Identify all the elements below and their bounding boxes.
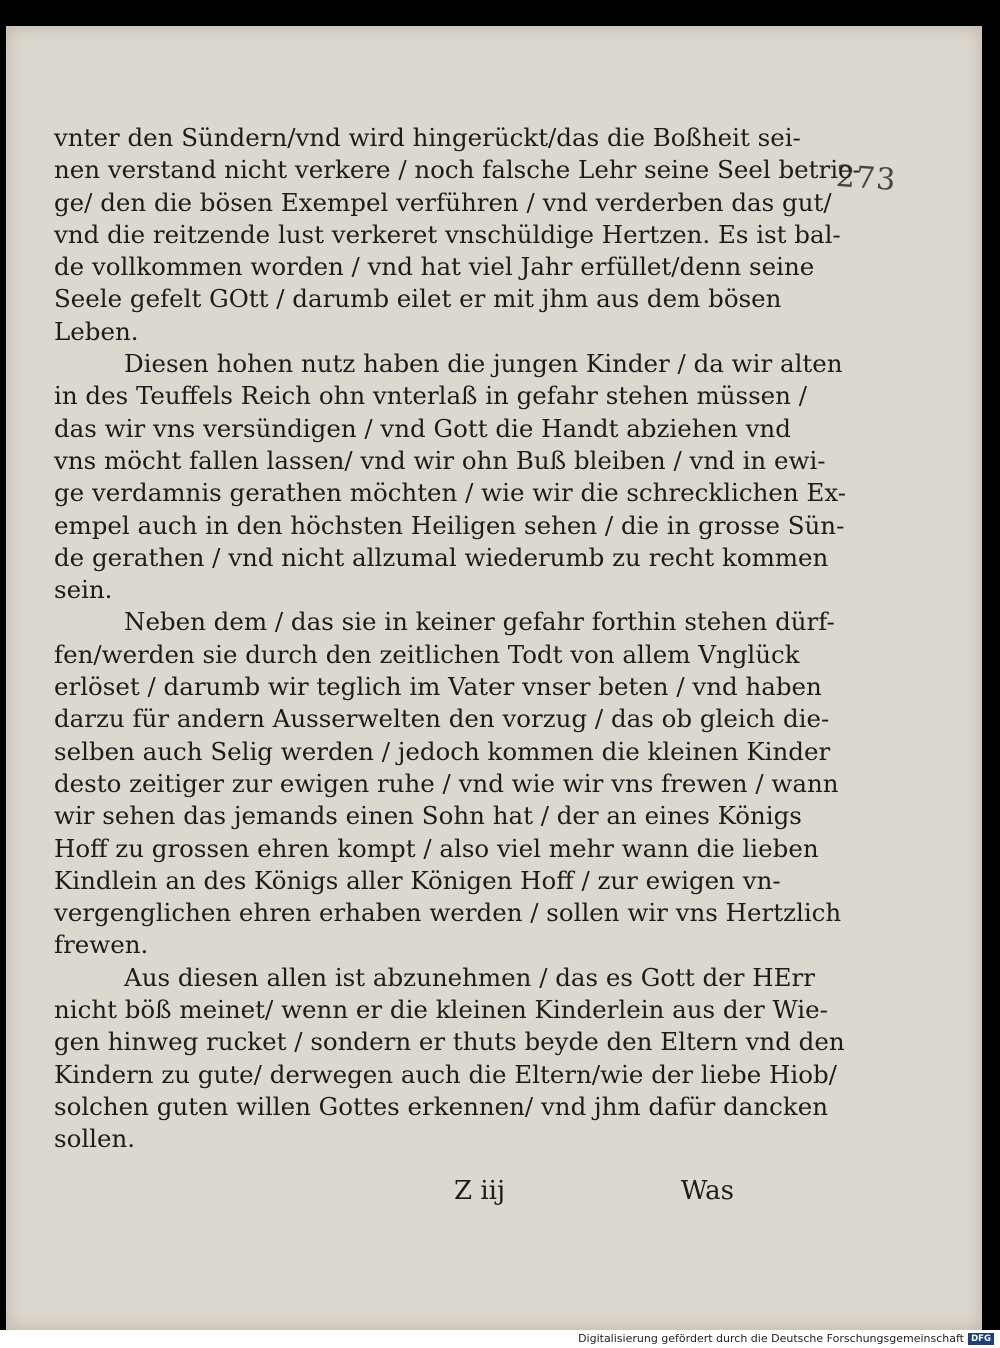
book-page	[6, 26, 982, 1330]
text-line: de vollkommen worden / vnd hat viel Jahr erfüllet/denn seine	[54, 252, 815, 282]
text-line: vns möcht fallen lassen/ vnd wir ohn Buß bleiben / vnd in ewi-	[54, 445, 826, 475]
text-line: nen verstand nicht verkere / noch falsche Lehr seine Seel betrie-	[54, 155, 861, 185]
text-line: Kindlein an des Königs aller Königen Hoff / zur ewigen vn-	[54, 865, 781, 895]
text-line: selben auch Selig werden / jedoch kommen die kleinen Kinder	[54, 736, 831, 766]
text-line: ge/ den die bösen Exempel verführen / vnd verderben das gut/	[54, 187, 832, 217]
text-line: vnd die reitzende lust verkeret vnschüldige Hertzen. Es ist bal-	[54, 219, 841, 249]
page-footer	[54, 1176, 744, 1216]
text-line: in des Teuffels Reich ohn vnterlaß in gefahr stehen müssen /	[54, 381, 807, 411]
text-line: gen hinweg rucket / sondern er thuts beyde den Eltern vnd den	[54, 1027, 845, 1057]
page-number: 273	[834, 158, 898, 199]
text-line: frewen.	[54, 930, 149, 960]
text-line: Neben dem / das sie in keiner gefahr forthin stehen dürf-	[124, 607, 835, 637]
text-line: Aus diesen allen ist abzunehmen / das es Gott der HErr	[124, 962, 815, 992]
text-line: ge verdamnis gerathen möchten / wie wir die schrecklichen Ex-	[54, 478, 846, 508]
text-line: vnter den Sündern/vnd wird hingerückt/das die Boßheit sei-	[54, 123, 801, 152]
text-line: Diesen hohen nutz haben die jungen Kinder / da wir alten	[124, 349, 843, 379]
credit-bar	[0, 1330, 1000, 1348]
text-line: empel auch in den höchsten Heiligen sehen / die in grosse Sün-	[54, 510, 845, 540]
text-line: vergenglichen ehren erhaben werden / sollen wir vns Hertzlich	[54, 898, 842, 928]
signature-mark: Z iij	[454, 1176, 506, 1206]
body-text	[54, 122, 861, 1156]
text-line: fen/werden sie durch den zeitlichen Todt von allem Vnglück	[54, 639, 800, 669]
text-line: das wir vns versündigen / vnd Gott die Handt abziehen vnd	[54, 413, 791, 443]
text-line: sollen.	[54, 1124, 136, 1154]
text-line: Leben.	[54, 316, 139, 346]
text-line: Hoff zu grossen ehren kompt / also viel mehr wann die lieben	[54, 833, 819, 863]
text-line: erlöset / darumb wir teglich im Vater vnser beten / vnd haben	[54, 672, 822, 702]
dfg-logo-icon: DFG	[968, 1333, 994, 1345]
text-line: darzu für andern Ausserwelten den vorzug / das ob gleich die-	[54, 704, 830, 734]
catchword: Was	[680, 1176, 734, 1206]
text-line: Kindern zu gute/ derwegen auch die Eltern/wie der liebe Hiob/	[54, 1059, 837, 1089]
text-line: wir sehen das jemands einen Sohn hat / der an eines Königs	[54, 801, 802, 831]
funding-credit: Digitalisierung gefördert durch die Deutsche Forschungsgemeinschaft	[578, 1332, 964, 1345]
text-line: nicht böß meinet/ wenn er die kleinen Kinderlein aus der Wie-	[54, 995, 828, 1025]
text-line: Seele gefelt GOtt / darumb eilet er mit jhm aus dem bösen	[54, 284, 782, 314]
text-line: solchen guten willen Gottes erkennen/ vnd jhm dafür dancken	[54, 1091, 828, 1121]
text-line: sein.	[54, 575, 113, 605]
text-line: de gerathen / vnd nicht allzumal wiederumb zu recht kommen	[54, 542, 829, 572]
text-line: desto zeitiger zur ewigen ruhe / vnd wie wir vns frewen / wann	[54, 768, 839, 798]
